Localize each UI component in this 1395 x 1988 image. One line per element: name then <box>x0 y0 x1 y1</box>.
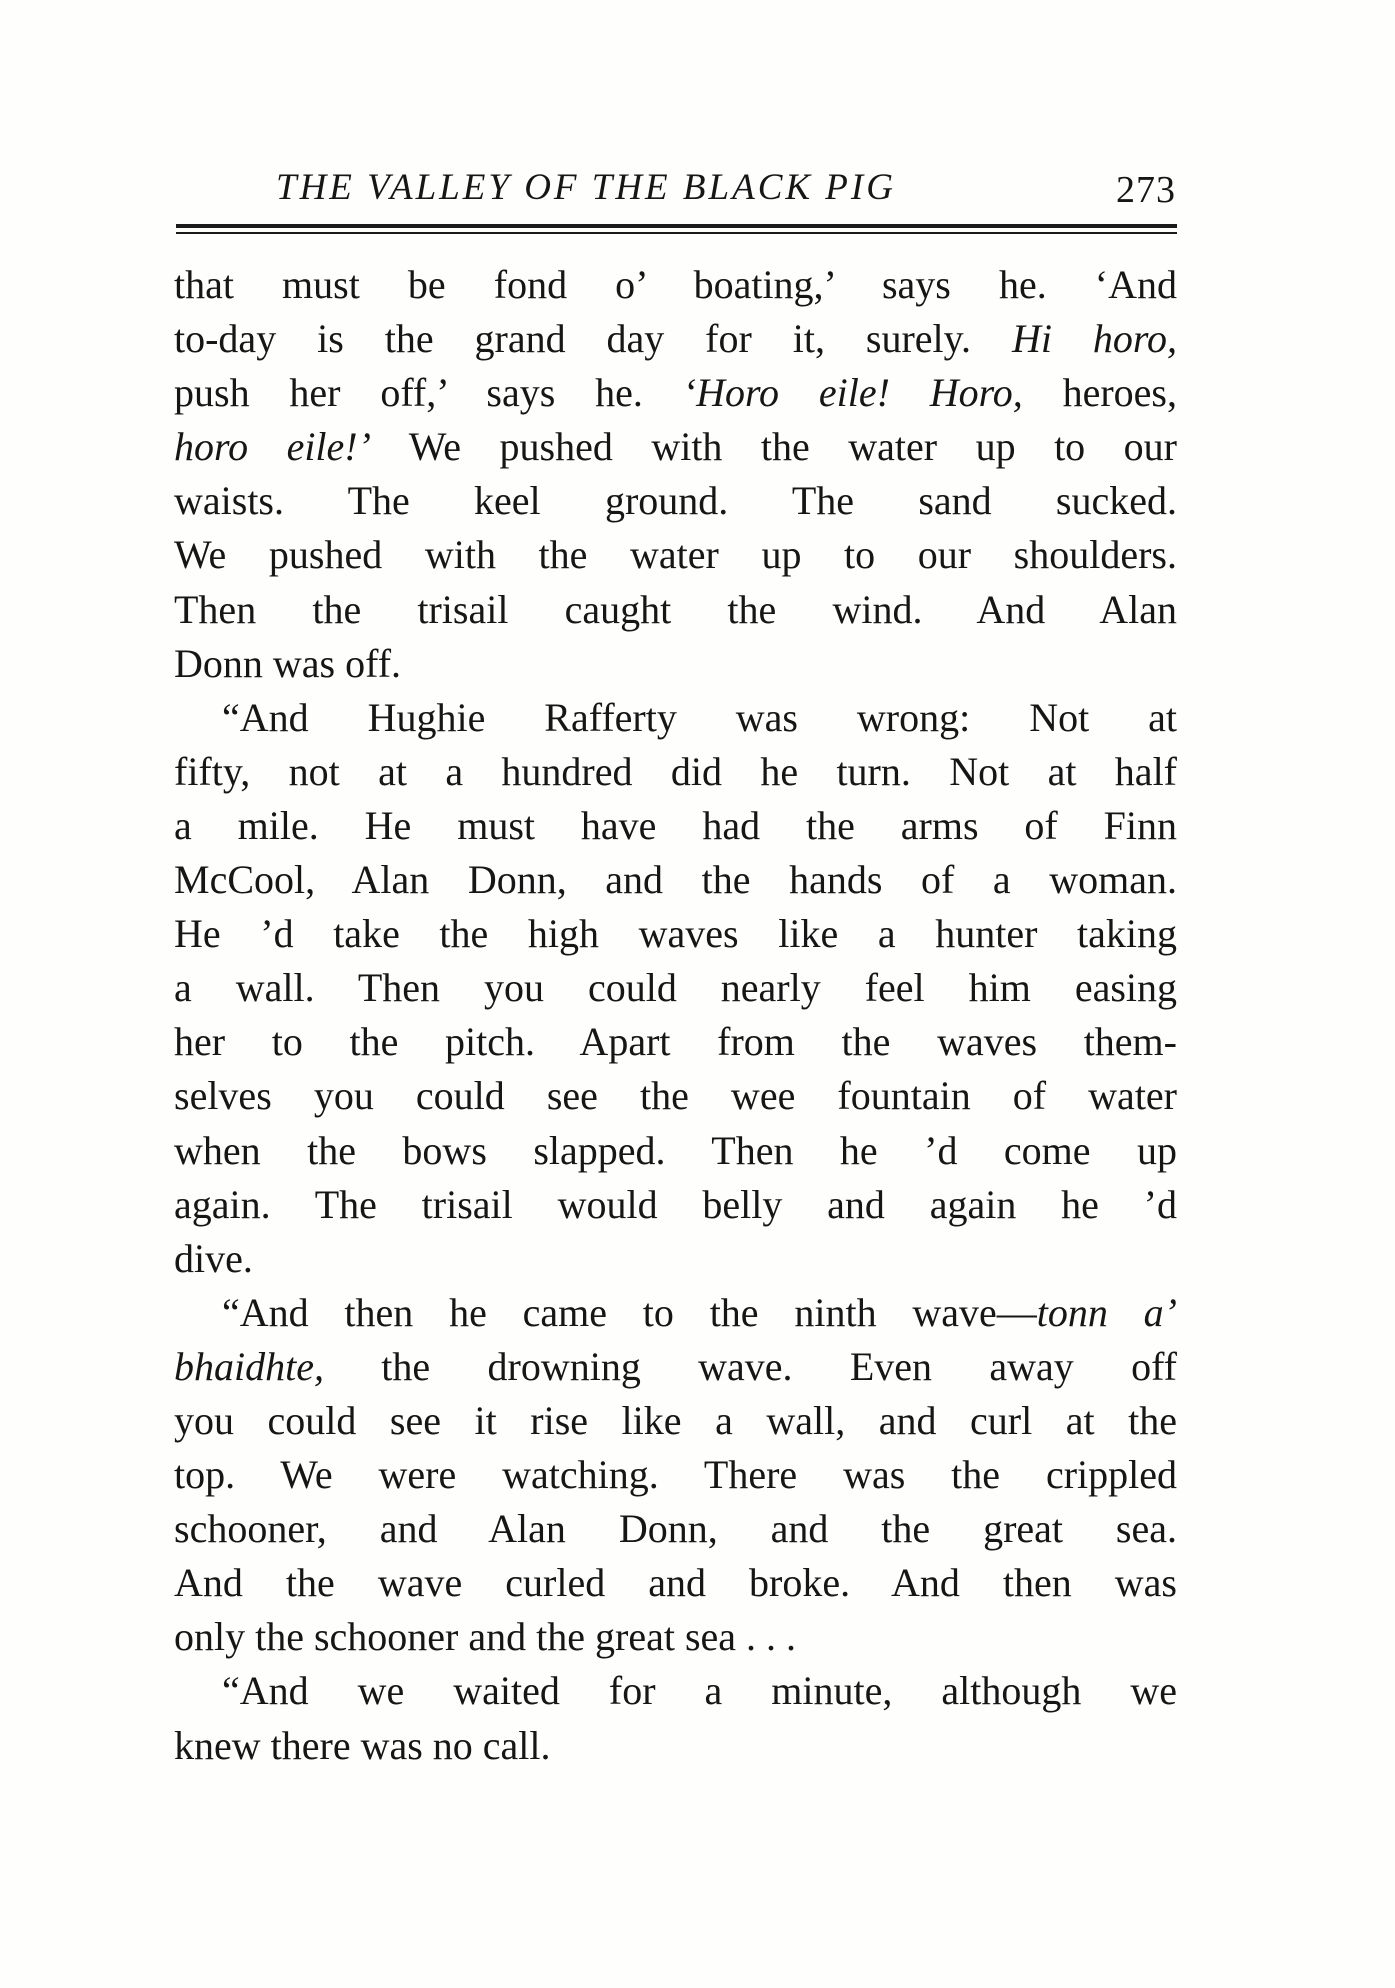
italic-text: ‘Horo eile! Horo, <box>682 370 1023 416</box>
text-line <box>174 1340 1177 1394</box>
text-line <box>174 583 1177 637</box>
text-run: when the bows slapped. Then he ’d come up <box>174 1127 1177 1173</box>
text-line <box>174 366 1177 420</box>
text-line <box>174 312 1177 366</box>
text-run: a wall. Then you could nearly feel him easing <box>174 965 1177 1011</box>
text-line <box>174 1286 1177 1340</box>
text-run: the drowning wave. Even away off <box>323 1343 1177 1389</box>
text-run: And the wave curled and broke. And then was <box>174 1560 1177 1606</box>
text-line <box>174 1556 1177 1610</box>
text-run: We pushed with the water up to our shoulders. <box>174 532 1177 578</box>
italic-text: horo eile!’ <box>174 424 371 470</box>
text-run: waists. The keel ground. The sand sucked. <box>174 478 1177 524</box>
text-run: push her off,’ says he. <box>174 370 683 416</box>
header-rule-thin <box>176 232 1177 234</box>
text-line <box>174 1719 1177 1773</box>
text-line <box>174 1178 1177 1232</box>
text-line <box>174 528 1177 582</box>
text-run: knew there was no call. <box>174 1722 551 1768</box>
text-run: Donn was off. <box>174 640 402 686</box>
text-run: her to the pitch. Apart from the waves them- <box>174 1019 1177 1065</box>
text-run: only the schooner and the great sea . . . <box>174 1614 797 1660</box>
text-run: to-day is the grand day for it, surely. <box>174 316 1012 362</box>
running-title: THE VALLEY OF THE BLACK PIG <box>276 167 896 208</box>
text-run: He ’d take the high waves like a hunter taking <box>174 911 1177 957</box>
text-line <box>174 258 1177 312</box>
page-number: 273 <box>1116 169 1176 211</box>
italic-text: bhaidhte, <box>174 1343 324 1389</box>
header-rule-thick <box>176 224 1177 228</box>
body-text <box>174 258 1177 1773</box>
text-run: top. We were watching. There was the crippled <box>174 1452 1177 1498</box>
text-run: fifty, not at a hundred did he turn. Not at half <box>174 748 1177 794</box>
text-line <box>174 1448 1177 1502</box>
text-run: Then the trisail caught the wind. And Alan <box>174 586 1177 632</box>
text-line <box>174 691 1177 745</box>
text-run: We pushed with the water up to our <box>370 424 1177 470</box>
text-line <box>174 961 1177 1015</box>
text-line <box>174 907 1177 961</box>
text-run: a mile. He must have had the arms of Finn <box>174 802 1177 848</box>
italic-text: Hi horo, <box>1011 316 1177 362</box>
text-line <box>174 1610 1177 1664</box>
text-line <box>174 1502 1177 1556</box>
text-line <box>174 637 1177 691</box>
text-line <box>174 1069 1177 1123</box>
text-run: “And then he came to the ninth wave— <box>222 1289 1037 1335</box>
text-line <box>174 1232 1177 1286</box>
text-run: that must be fond o’ boating,’ says he. ‘And <box>174 262 1177 307</box>
italic-text: tonn a’ <box>1036 1289 1177 1335</box>
text-run: heroes, <box>1022 370 1177 416</box>
text-run: you could see it rise like a wall, and curl at the <box>174 1397 1177 1443</box>
text-run: schooner, and Alan Donn, and the great sea. <box>174 1506 1177 1552</box>
text-run: dive. <box>174 1235 253 1281</box>
text-line <box>174 853 1177 907</box>
text-line <box>174 1394 1177 1448</box>
text-line <box>174 1124 1177 1178</box>
text-line <box>174 745 1177 799</box>
text-run: “And we waited for a minute, although we <box>222 1668 1177 1714</box>
running-head <box>176 166 1176 218</box>
text-line <box>174 420 1177 474</box>
text-line <box>174 474 1177 528</box>
text-run: McCool, Alan Donn, and the hands of a woman. <box>174 857 1177 903</box>
text-run: “And Hughie Rafferty was wrong: Not at <box>222 694 1177 740</box>
text-line <box>174 1015 1177 1069</box>
text-line <box>174 799 1177 853</box>
text-run: selves you could see the wee fountain of water <box>174 1073 1177 1119</box>
text-line <box>174 1664 1177 1718</box>
text-run: again. The trisail would belly and again he ’d <box>174 1181 1177 1227</box>
